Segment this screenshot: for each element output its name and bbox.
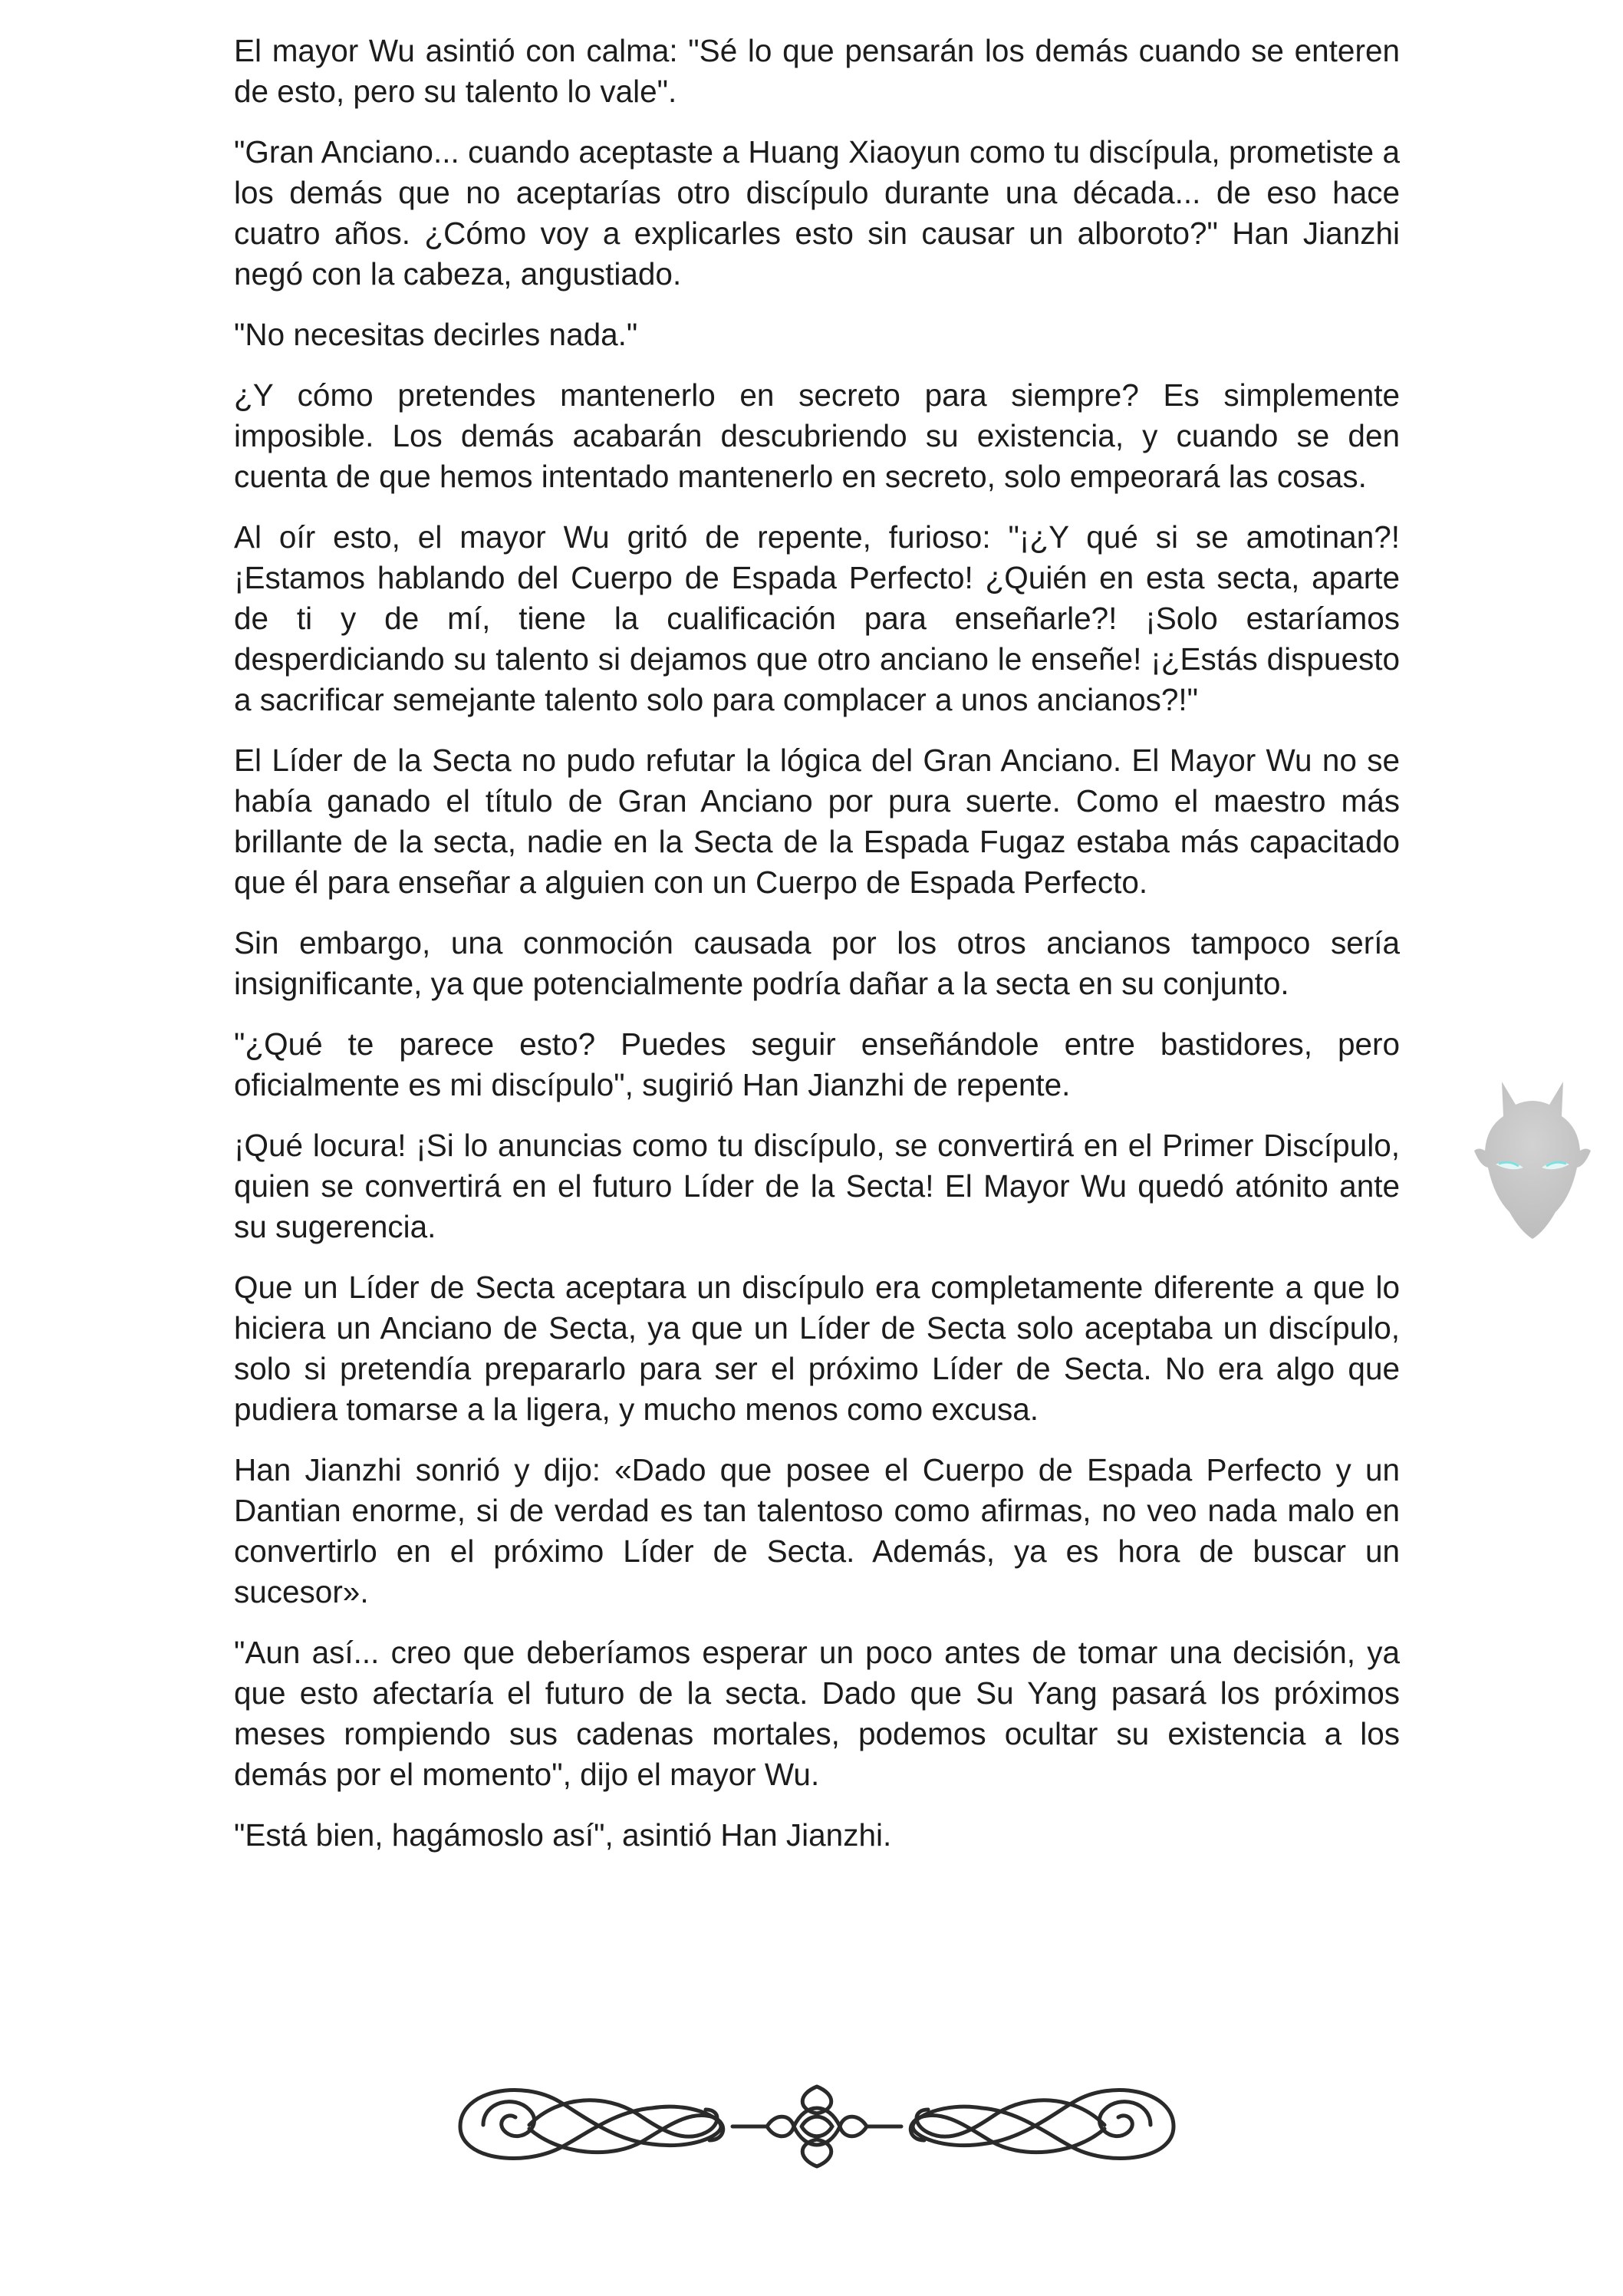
paragraph-6: El Líder de la Secta no pudo refutar la lógica del Gran Anciano. El Mayor Wu no se había ganado el título de Gran Anciano por pura suerte. Como el maestro más brillante de la secta, nadie en la Secta de la Espada Fugaz estaba más capacitado que él para enseñar a alguien con un Cuerpo de Espada Perfecto. xyxy=(234,743,1400,900)
paragraph-11: Han Jianzhi sonrió y dijo: «Dado que posee el Cuerpo de Espada Perfecto y un Dantian enorme, si de verdad es tan talentoso como afirmas, no veo nada malo en convertirlo en el próximo Líder de Secta. Además, ya es hora de buscar un sucesor». xyxy=(234,1452,1400,1609)
paragraph-1: El mayor Wu asintió con calma: "Sé lo que pensarán los demás cuando se enteren de esto, pero su talento lo vale". xyxy=(234,33,1400,109)
document-body xyxy=(234,31,1400,1876)
paragraph-10: Que un Líder de Secta aceptara un discípulo era completamente diferente a que lo hiciera un Anciano de Secta, ya que un Líder de Secta solo aceptaba un discípulo, solo si pretendía prepararlo para ser el próximo Líder de Secta. No era algo que pudiera tomarse a la ligera, y mucho menos como excusa. xyxy=(234,1270,1400,1427)
paragraph-9: ¡Qué locura! ¡Si lo anuncias como tu discípulo, se convertirá en el Primer Discípulo, quien se convertirá en el futuro Líder de la Secta! El Mayor Wu quedó atónito ante su sugerencia. xyxy=(234,1128,1400,1244)
ornamental-flourish-divider xyxy=(430,2071,1204,2179)
paragraph-3: "No necesitas decirles nada." xyxy=(234,317,638,352)
paragraph-5: Al oír esto, el mayor Wu gritó de repente, furioso: "¡¿Y qué si se amotinan?! ¡Estamos hablando del Cuerpo de Espada Perfecto! ¿Quién en esta secta, aparte de ti y de mí, tiene la cualificación para enseñarle?! ¡Solo estaríamos desperdiciando su talento si dejamos que otro anciano le enseñe! ¡¿Estás dispuesto a sacrificar semejante talento solo para complacer a unos ancianos?!" xyxy=(234,519,1400,717)
paragraph-8: "¿Qué te parece esto? Puedes seguir enseñándole entre bastidores, pero oficialmente es mi discípulo", sugirió Han Jianzhi de repente. xyxy=(234,1026,1400,1102)
demon-head-icon xyxy=(1471,1074,1594,1243)
paragraph-2: "Gran Anciano... cuando aceptaste a Huang Xiaoyun como tu discípula, prometiste a los demás que no aceptarías otro discípulo durante una década... de eso hace cuatro años. ¿Cómo voy a explicarles esto sin causar un alboroto?" Han Jianzhi negó con la cabeza, angustiado. xyxy=(234,134,1400,292)
paragraph-13: "Está bien, hagámoslo así", asintió Han Jianzhi. xyxy=(234,1817,892,1853)
paragraph-4: ¿Y cómo pretendes mantenerlo en secreto para siempre? Es simplemente imposible. Los demás acabarán descubriendo su existencia, y cuando se den cuenta de que hemos intentado mantenerlo en secreto, solo empeorará las cosas. xyxy=(234,377,1400,494)
paragraph-7: Sin embargo, una conmoción causada por los otros ancianos tampoco sería insignificante, ya que potencialmente podría dañar a la secta en su conjunto. xyxy=(234,925,1400,1001)
paragraph-12: "Aun así... creo que deberíamos esperar un poco antes de tomar una decisión, ya que esto afectaría el futuro de la secta. Dado que Su Yang pasará los próximos meses rompiendo sus cadenas mortales, podemos ocultar su existencia a los demás por el momento", dijo el mayor Wu. xyxy=(234,1635,1400,1792)
